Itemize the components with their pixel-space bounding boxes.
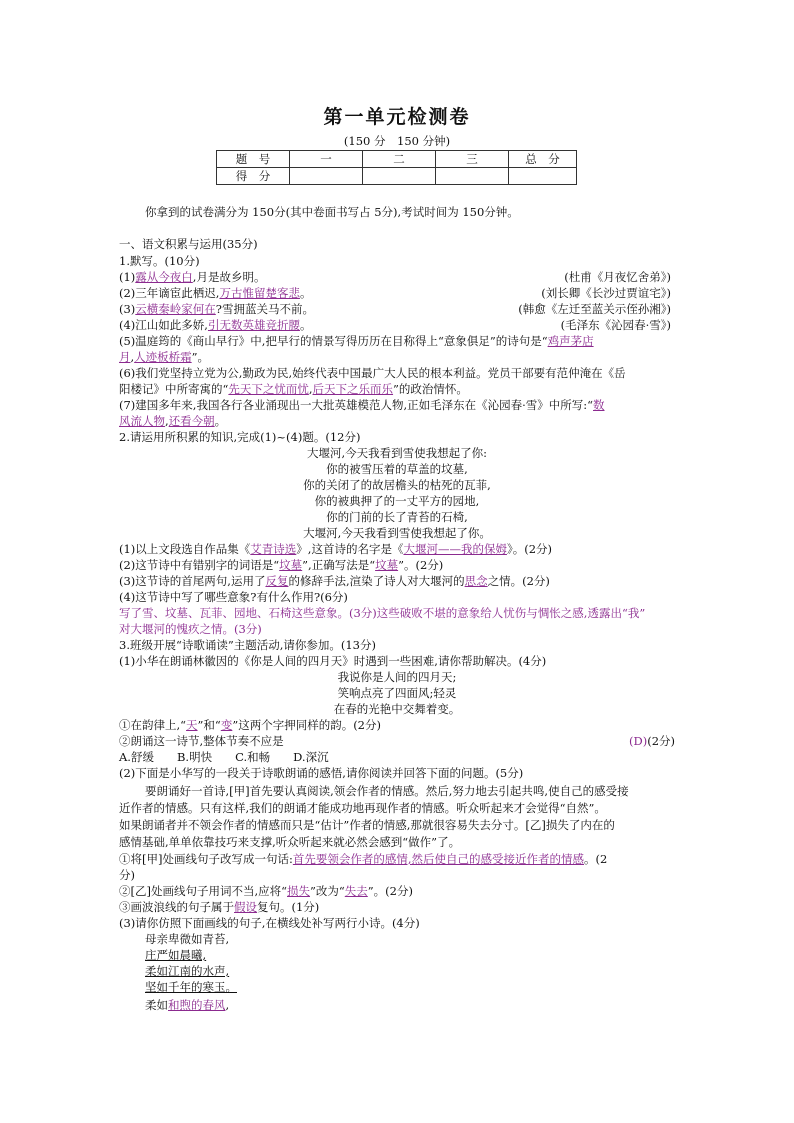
answer-text: 还看今朝 <box>168 414 215 428</box>
answer-text: 假设 <box>234 900 257 914</box>
answer-text: 鸡声茅店 <box>547 334 594 348</box>
q3-part-3: (3)请你仿照下面画线的句子,在横线处补写两行小诗。(4分) <box>119 916 420 930</box>
table-cell <box>509 168 577 185</box>
answer-text: 大堰河——我的保姆 <box>403 542 507 556</box>
exam-intro: 你拿到的试卷满分为 150分(其中卷面书写占 5分),考试时间为 150分钟。 <box>145 205 519 219</box>
passage-line: 近作者的情感。只有这样,我们的朗诵才能成功地再现作者的情感。听众听起来才会觉得“自然”。 <box>119 801 606 815</box>
poem-line: 在春的光艳中交舞着变。 <box>333 702 461 716</box>
q3-question-a: ①将[甲]处画线句子改写成一句话:首先要领会作者的感情,然后使自己的感受接近作者的情感。(2 <box>119 852 608 866</box>
table-cell <box>290 168 363 185</box>
table-cell <box>363 168 436 185</box>
answer-text: 艾青诗选 <box>250 542 297 556</box>
table-cell: 一 <box>290 151 363 168</box>
score-table-row <box>217 151 577 168</box>
q1-item-6: (6)我们党坚持立党为公,勤政为民,始终代表中国最广大人民的根本利益。党员干部要有范仲淹在《岳 <box>119 366 626 380</box>
poem-line: 你的被典押了的一丈平方的园地, <box>314 494 480 508</box>
verse-line: 坚如千年的寒玉。 <box>145 980 237 994</box>
table-cell: 二 <box>363 151 436 168</box>
poem-line: 你的被雪压着的草盖的坟墓, <box>326 462 468 476</box>
q2-sub-3: (3)这节诗的首尾两句,运用了反复的修辞手法,渲染了诗人对大堰河的思念之情。(2分) <box>119 574 550 588</box>
q1-item-5-cont: 月,人迹板桥霜”。 <box>119 350 210 364</box>
answer-text: (D) <box>629 734 648 748</box>
passage-line: 要朗诵好一首诗,[甲]首先要认真阅读,领会作者的情感。然后,努力地去引起共鸣,使自己的感受接 <box>145 784 629 798</box>
q3-part-1: (1)小华在朗诵林徽因的《你是人间的四月天》时遇到一些困难,请你帮助解决。(4分) <box>119 654 547 668</box>
q3-part-2: (2)下面是小华写的一段关于诗歌朗诵的感悟,请你阅读并回答下面的问题。(5分) <box>119 766 524 780</box>
answer-text: 对大堰河的愧疚之情。(3分) <box>119 622 262 636</box>
passage-line: 感情基础,单单依靠技巧来支撑,听众听起来就必然会感到“做作”了。 <box>119 835 461 849</box>
answer-text: 坟墓 <box>375 558 399 572</box>
q1-item-7: (7)建国多年来,我国各行各业涌现出一大批英雄模范人物,正如毛泽东在《沁园春·雪》中所写:“数 <box>119 398 605 412</box>
poem-line: 大堰河,今天我看到雪使我想起了你: <box>306 446 488 460</box>
answer-text: 引无数英雄竞折腰 <box>207 318 300 332</box>
page-title: 第一单元检测卷 <box>323 106 471 128</box>
question-3-heading: 3.班级开展“诗歌诵读”主题活动,请你参加。(13分) <box>119 638 376 652</box>
answer-text: 损失 <box>287 884 311 898</box>
q1-item-1: (1)露从今夜白,月是故乡明。 <box>119 270 266 284</box>
answer-text: 露从今夜白 <box>135 270 193 284</box>
q2-sub-1: (1)以上文段选自作品集《艾青诗选》,这首诗的名字是《大堰河——我的保姆》。(2分) <box>119 542 552 556</box>
q3-options: A.舒缓 B.明快 C.和畅 D.深沉 <box>119 750 329 764</box>
answer-text: 失去 <box>344 884 368 898</box>
verse-line: 庄严如晨曦, <box>145 948 207 962</box>
answer-text: 变 <box>220 718 233 732</box>
q1-item-3-source: (韩愈《左迁至蓝关示侄孙湘》) <box>518 302 671 316</box>
poem-line: 我说你是人间的四月天; <box>337 670 457 684</box>
answer-text: 万古惟留楚客悲 <box>219 286 300 300</box>
q2-sub-4: (4)这节诗中写了哪些意象?有什么作用?(6分) <box>119 590 348 604</box>
section-heading: 一、语文积累与运用(35分) <box>119 237 258 251</box>
answer-text: 后天下之乐而乐 <box>312 382 394 396</box>
answer-text: 和煦的春风 <box>168 998 226 1012</box>
q1-item-1-source: (杜甫《月夜忆舍弟》) <box>564 270 671 284</box>
answer-text: 数 <box>593 398 605 412</box>
q1-item-5: (5)温庭筠的《商山早行》中,把早行的情景写得历历在目称得上“意象俱足”的诗句是“鸡声茅店 <box>119 334 594 348</box>
poem-line: 你的关闭了的故居檐头的枯死的瓦菲, <box>303 478 491 492</box>
poem-line: 笑响点亮了四面风;轻灵 <box>337 686 457 700</box>
q2-sub-2: (2)这节诗中有错别字的词语是“坟墓”,正确写法是“坟墓”。(2分) <box>119 558 444 572</box>
table-cell <box>436 168 509 185</box>
question-2-heading: 2.请运用所积累的知识,完成(1)~(4)题。(12分) <box>119 430 361 444</box>
q3-question-c: ③画波浪线的句子属于假设复句。(1分) <box>119 900 320 914</box>
answer-text: 反复 <box>265 574 289 588</box>
verse-line: 母亲卑微如青苔, <box>145 932 230 946</box>
page-subtitle: (150 分 150 分钟) <box>343 134 451 148</box>
q1-item-6-cont: 阳楼记》中所寄寓的“先天下之忧而忧,后天下之乐而乐”的政治情怀。 <box>119 382 468 396</box>
answer-text: 坟墓 <box>279 558 303 572</box>
answer-text: 先天下之忧而忧 <box>228 382 309 396</box>
poem-line: 大堰河,今天我看到雪使我想起了你。 <box>303 526 491 540</box>
table-cell: 得 分 <box>217 168 290 185</box>
verse-line-answer: 柔如和煦的春风, <box>145 998 230 1012</box>
q1-item-3: (3)云横秦岭家何在?雪拥蓝关马不前。 <box>119 302 314 316</box>
answer-text: 月 <box>119 350 131 364</box>
q3-item-2: ②朗诵这一诗节,整体节奏不应是 <box>119 734 284 748</box>
poem-line: 你的门前的长了青苔的石椅, <box>326 510 468 524</box>
answer-text: 风流人物 <box>119 414 165 428</box>
verse-line: 柔如江南的水声, <box>145 964 230 978</box>
q1-item-2: (2)三年谪宦此栖迟,万古惟留楚客悲。 <box>119 286 312 300</box>
answer-text: 人迹板桥霜 <box>134 350 192 364</box>
score-table-row <box>217 168 577 185</box>
answer-text: 写了雪、坟墓、瓦菲、园地、石椅这些意象。(3分)这些破败不堪的意象给人忧伤与惆怅之感,透露出“我” <box>119 606 646 620</box>
table-cell: 题 号 <box>217 151 290 168</box>
q1-item-2-source: (刘长卿《长沙过贾谊宅》) <box>541 286 671 300</box>
q1-item-7-cont: 风流人物,还看今朝。 <box>119 414 227 428</box>
table-cell: 三 <box>436 151 509 168</box>
q1-item-4-source: (毛泽东《沁园春·雪》) <box>560 318 671 332</box>
answer-text: 天 <box>186 718 198 732</box>
score-table <box>216 150 577 185</box>
q3-item-2-answer: (D)(2分) <box>629 734 675 748</box>
q3-question-b: ②[乙]处画线句子用词不当,应将“损失”改为“失去”。(2分) <box>119 884 413 898</box>
q1-item-4: (4)江山如此多娇,引无数英雄竞折腰。 <box>119 318 312 332</box>
answer-text: 云横秦岭家何在 <box>135 302 216 316</box>
answer-text: 思念 <box>464 574 488 588</box>
passage-line: 如果朗诵者并不领会作者的情感而只是“估计”作者的情感,那就很容易失去分寸。[乙]损失了内在的 <box>119 818 615 832</box>
answer-text: 首先要领会作者的感情,然后使自己的感受接近作者的情感 <box>292 852 585 866</box>
question-1-heading: 1.默写。(10分) <box>119 254 200 268</box>
q3-item-1: ①在韵律上,“天”和“变”这两个字押同样的韵。(2分) <box>119 718 381 732</box>
table-cell: 总 分 <box>509 151 577 168</box>
q3-question-a-cont: 分) <box>119 868 135 882</box>
